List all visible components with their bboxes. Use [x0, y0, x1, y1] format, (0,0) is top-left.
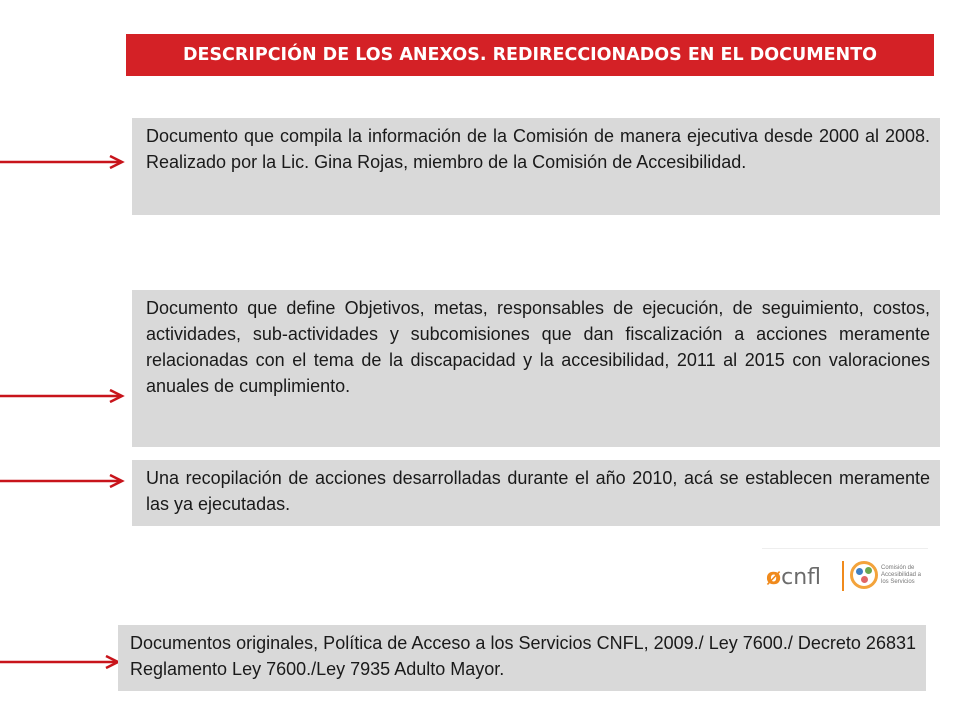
logo-caption: Comisión de Accesibilidad a los Servicios [881, 565, 922, 585]
cnfl-logo: øcnfl [766, 565, 822, 590]
accessibility-commission-logo [850, 561, 878, 589]
annex-description-1: Documento que compila la información de la Comisión de manera ejecutiva desde 2000 al 2008. Realizado por la Lic. Gina Rojas, miembro de la Comisión de Accesibilidad. [132, 118, 940, 215]
arrow-right-icon [0, 474, 128, 488]
logo [762, 548, 928, 605]
annex-description-4: Documentos originales, Política de Acceso a los Servicios CNFL, 2009./ Ley 7600./ Decreto 26831 Reglamento Ley 7600./Ley 7935 Adulto Mayor. [118, 625, 926, 691]
page-title: DESCRIPCIÓN DE LOS ANEXOS. REDIRECCIONADOS EN EL DOCUMENTO [126, 34, 934, 76]
logo-divider [842, 561, 844, 591]
arrow-right-icon [0, 655, 124, 669]
arrow-right-icon [0, 389, 128, 403]
annex-description-2: Documento que define Objetivos, metas, responsables de ejecución, de seguimiento, costos, actividades, sub-actividades y subcomisiones que dan fiscalización a acciones meramente relacionadas con el tema de la discapacidad y la accesibilidad, 2011 al 2015 con valoraciones anuales de cumplimiento. [132, 290, 940, 447]
arrow-right-icon [0, 155, 128, 169]
annex-description-3: Una recopilación de acciones desarrolladas durante el año 2010, acá se establecen meramente las ya ejecutadas. [132, 460, 940, 526]
